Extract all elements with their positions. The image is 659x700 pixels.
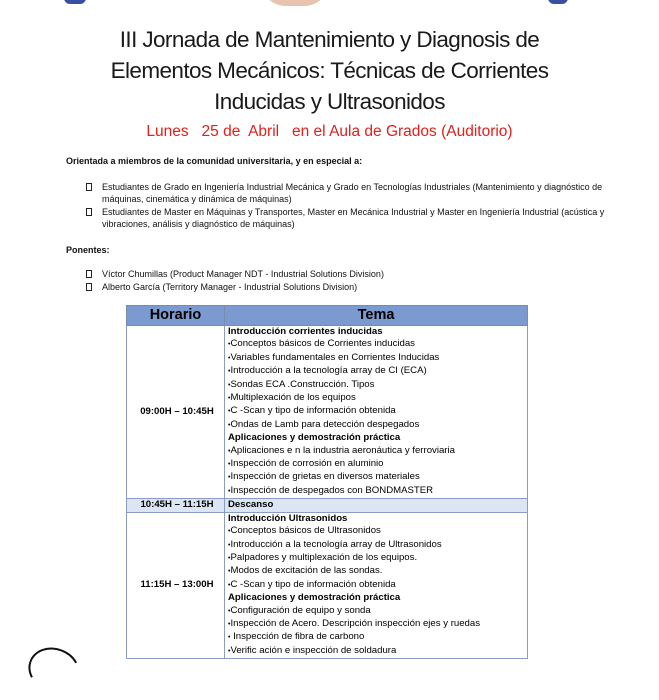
topic-item: • Multiplexación de los equipos — [228, 392, 527, 405]
schedule-table — [126, 305, 528, 659]
section-heading: Introducción Ultrasonidos — [228, 512, 348, 524]
bullet-box-icon — [86, 183, 92, 191]
title-line: III Jornada de Mantenimiento y Diagnosis de — [119, 27, 540, 52]
header-horario: Horario — [127, 306, 225, 326]
list-item — [90, 281, 610, 293]
topic-item: • C -Scan y tipo de información obtenida — [228, 405, 527, 418]
audience-item: Estudiantes de Grado en Ingeniería Industrial Mecánica y Grado en Tecnologías Industriales (Mantenimiento y diagnóstico de máquinas, cinemática y dinámica de máquinas) — [102, 182, 603, 204]
logo-fragment-center — [260, 0, 330, 6]
topic-cell — [225, 326, 528, 499]
audience-list — [90, 181, 610, 231]
section-heading: Aplicaciones y demostración práctica — [228, 432, 401, 444]
table-row-break — [127, 499, 528, 512]
topic-item: • Inspección de Acero. Descripción inspección ejes y ruedas — [228, 618, 527, 631]
logo-fragment-left — [64, 0, 86, 4]
header-tema: Tema — [225, 306, 528, 326]
topic-item: • Inspección de fibra de carbono — [228, 631, 527, 644]
audience-intro: Orientada a miembros de la comunidad universitaria, y en especial a: — [66, 156, 363, 166]
event-date: Lunes 25 de Abril en el Aula de Grados (Auditorio) — [146, 123, 513, 140]
audience-item: Estudiantes de Master en Máquinas y Transportes, Master en Mecánica Industrial y Master en Ingeniería Industrial (acústica y vibraciones, análisis y diagnóstico de máquinas) — [102, 207, 605, 229]
bullet-box-icon — [86, 270, 92, 278]
topic-item: • Conceptos básicos de Corrientes inducidas — [228, 338, 527, 351]
topic-item: • Inspección de despegados con BONDMASTER — [228, 485, 527, 498]
topic-item: • Conceptos básicos de Ultrasonidos — [228, 525, 527, 538]
speakers-list — [90, 268, 610, 294]
page-title — [40, 24, 619, 117]
speaker-item: Víctor Chumillas (Product Manager NDT - Industrial Solutions Division) — [102, 269, 384, 279]
bullet-box-icon — [86, 283, 92, 291]
time-cell: 10:45H – 11:15H — [127, 499, 225, 512]
speakers-label: Ponentes: — [66, 245, 110, 255]
topic-item: • Introducción a la tecnología array de CI (ECA) — [228, 365, 527, 378]
section-heading: Aplicaciones y demostración práctica — [228, 592, 401, 604]
speaker-item: Alberto García (Territory Manager - Industrial Solutions Division) — [102, 282, 358, 292]
list-item — [90, 268, 610, 280]
section-heading: Introducción corrientes inducidas — [228, 326, 383, 337]
logo-fragment-right — [548, 0, 568, 4]
table-row — [127, 326, 528, 499]
time-cell: 09:00H – 10:45H — [127, 326, 225, 499]
title-line: Elementos Mecánicos: Técnicas de Corrientes — [110, 58, 549, 83]
topic-cell — [225, 512, 528, 658]
topic-item: • Sondas ECA .Construcción. Tipos — [228, 379, 527, 392]
topic-item: • Palpadores y multiplexación de los equipos. — [228, 552, 527, 565]
table-row — [127, 512, 528, 658]
topic-item: • Inspección de grietas en diversos materiales — [228, 471, 527, 484]
topic-item: • Modos de excitación de las sondas. — [228, 565, 527, 578]
title-line: Inducidas y Ultrasonidos — [214, 89, 445, 114]
list-item — [90, 206, 610, 230]
topic-item: • Inspección de corrosión en aluminio — [228, 458, 527, 471]
topic-item: • Configuración de equipo y sonda — [228, 605, 527, 618]
topic-item: • Variables fundamentales en Corrientes Inducidas — [228, 352, 527, 365]
topic-item: • Aplicaciones e n la industria aeronáutica y ferroviaria — [228, 445, 527, 458]
list-item — [90, 181, 610, 205]
bullet-box-icon — [86, 208, 92, 216]
topic-item: • Introducción a la tecnología array de Ultrasonidos — [228, 539, 527, 552]
decorative-curve — [22, 640, 86, 699]
time-cell: 11:15H – 13:00H — [127, 512, 225, 658]
topic-item: • C -Scan y tipo de información obtenida — [228, 579, 527, 592]
table-header-row — [127, 306, 528, 326]
topic-item: • Verific ación e inspección de soldadura — [228, 645, 527, 658]
topic-item: • Ondas de Lamb para detección despegados — [228, 419, 527, 432]
break-label: Descanso — [225, 499, 528, 512]
